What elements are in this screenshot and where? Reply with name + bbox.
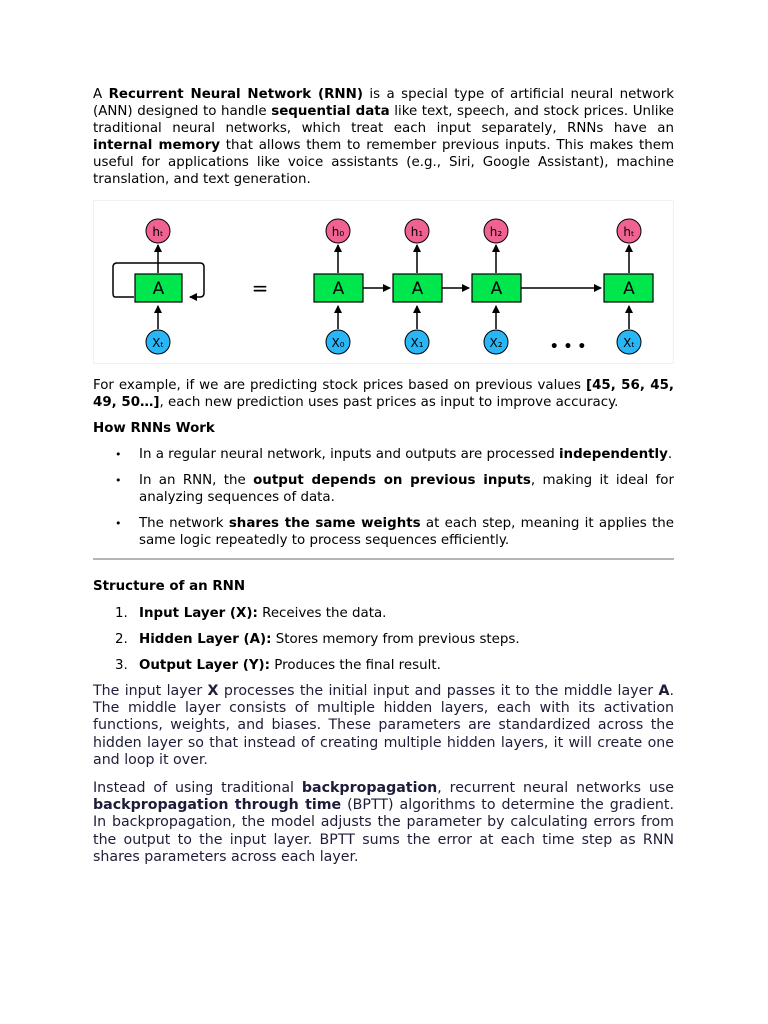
cell-label-1: A (411, 279, 424, 299)
hidden-label-2: h₂ (489, 225, 503, 239)
list-item-text: In a regular neural network, inputs and outputs are processed (139, 447, 559, 462)
para1-text-1: The input layer (93, 683, 208, 699)
how-rnns-work-list (93, 446, 674, 549)
intro-text-1: A (93, 87, 109, 102)
list-item-bold: Output Layer (Y): (139, 658, 271, 673)
list-item-text: Stores memory from previous steps. (271, 632, 520, 647)
document-page (93, 86, 674, 866)
folded-hidden-label: hₜ (152, 225, 164, 239)
para2-text-2: , recurrent neural networks use (437, 780, 674, 797)
list-item-bold: output depends on previous inputs (253, 473, 531, 488)
intro-text-3: like text, speech, and stock prices. Unlike traditional neural networks, which treat each input separately, RNNs have an (93, 104, 674, 136)
list-item (93, 472, 674, 506)
para2-text-3: (BPTT) algorithms to determine the gradient. In backpropagation, the model adjusts the parameter by calculating errors from the output to the input layer. BPTT sums the error at each time step as RNN shares parameters across each layer. (93, 797, 674, 865)
list-item-bold: Input Layer (X): (139, 606, 258, 621)
structure-list (93, 605, 674, 674)
intro-text-4: that allows them to remember previous inputs. This makes them useful for applications like voice assistants (e.g., Siri, Google Assistant), machine translation, and text generation. (93, 138, 674, 187)
example-text-2: , each new prediction uses past prices as input to improve accuracy. (159, 395, 619, 410)
list-item-text: at each step, meaning it applies the same logic repeatedly to process sequences efficiently. (139, 516, 674, 548)
cell-label-2: A (490, 279, 503, 299)
para1-bold-x: X (207, 683, 219, 699)
folded-cell-label: A (152, 279, 165, 299)
horizontal-divider (93, 558, 674, 560)
intro-bold-sequential: sequential data (271, 104, 390, 119)
intro-bold-rnn: Recurrent Neural Network (RNN) (108, 87, 363, 102)
list-number: 2. (115, 632, 128, 647)
hidden-label-0: h₀ (331, 225, 345, 239)
input-label-1: X₁ (410, 336, 424, 350)
cell-label-0: A (332, 279, 345, 299)
list-number: 1. (115, 606, 128, 621)
list-item-text: In an RNN, the (139, 473, 254, 488)
equals-sign: = (251, 276, 269, 300)
input-label-t: Xₜ (623, 336, 635, 350)
para1-text-2: processes the initial input and passes it to the middle layer (218, 683, 659, 699)
para2-bold-bptt: backpropagation through time (93, 797, 342, 814)
unrolled-rnn (314, 219, 653, 355)
list-item-bold: Hidden Layer (A): (139, 632, 272, 647)
list-item-text: Produces the final result. (270, 658, 441, 673)
list-item (93, 631, 674, 648)
input-label-0: X₀ (331, 336, 345, 350)
para2-text-1: Instead of using traditional (93, 780, 302, 797)
para2-bold-backprop: backpropagation (301, 780, 438, 797)
list-item (93, 446, 674, 463)
intro-paragraph (93, 86, 674, 188)
example-paragraph (93, 377, 674, 411)
hidden-label-1: h₁ (410, 225, 424, 239)
ellipsis: • • • (549, 339, 587, 355)
list-item-bold: independently (558, 447, 668, 462)
folded-rnn (113, 219, 204, 354)
list-item-bold: shares the same weights (228, 516, 421, 531)
how-rnns-work-heading: How RNNs Work (93, 421, 215, 436)
list-item (93, 657, 674, 674)
rnn-diagram-svg (94, 201, 673, 363)
input-layer-paragraph (93, 683, 674, 769)
list-number: 3. (115, 658, 128, 673)
example-text-1: For example, if we are predicting stock prices based on previous values (93, 378, 586, 393)
intro-text-2: is a special type of artificial neural network (ANN) designed to handle (93, 87, 674, 119)
list-item-text: . (667, 447, 673, 462)
hidden-label-t: hₜ (623, 225, 635, 239)
input-label-2: X₂ (489, 336, 503, 350)
list-item (93, 515, 674, 549)
para1-bold-a: A (658, 683, 670, 699)
intro-bold-memory: internal memory (93, 138, 221, 153)
list-item (93, 605, 674, 622)
bptt-paragraph (93, 780, 674, 866)
rnn-diagram (93, 200, 674, 364)
list-item-text: The network (139, 516, 229, 531)
cell-label-t: A (623, 279, 635, 299)
list-item-text: , making it ideal for analyzing sequences of data. (139, 473, 674, 505)
para1-text-3: . The middle layer consists of multiple hidden layers, each with its activation functions, weights, and biases. These parameters are standardized across the hidden layer so that instead of creating multiple hidden layers, it will create one and loop it over. (93, 683, 674, 768)
list-item-text: Receives the data. (257, 606, 387, 621)
folded-input-label: Xₜ (152, 336, 164, 350)
structure-heading: Structure of an RNN (93, 579, 246, 594)
example-bold-values: [45, 56, 45, 49, 50…] (93, 378, 675, 410)
